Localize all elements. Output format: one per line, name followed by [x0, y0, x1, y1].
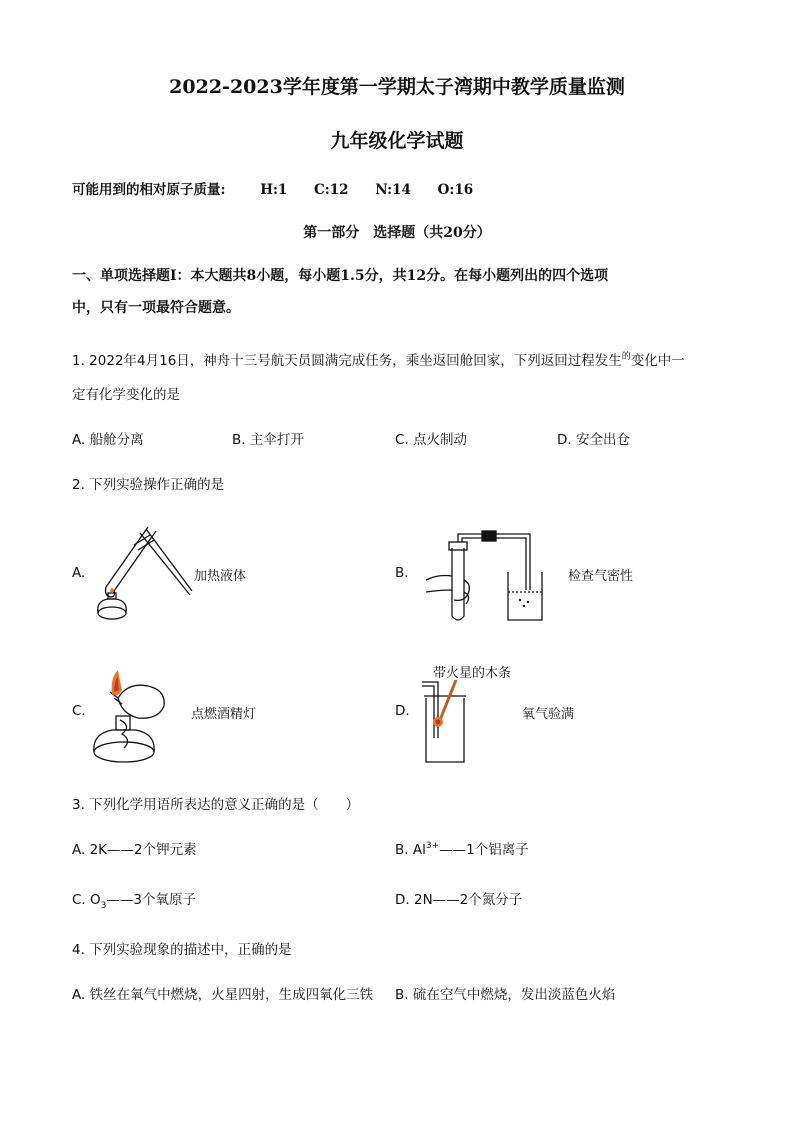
- q1-stem-line2: 定有化学变化的是: [72, 387, 180, 403]
- atomic-mass-c: C:12: [314, 182, 349, 198]
- q1-option-a[interactable]: A. 船舱分离: [72, 432, 144, 448]
- q2-option-a-caption: 加热液体: [194, 569, 247, 584]
- q2-stem: 2. 下列实验操作正确的是: [72, 477, 225, 493]
- q2-option-b-caption: 检查气密性: [568, 569, 634, 584]
- heating-liquid-illustration: [90, 525, 195, 625]
- q3-option-c[interactable]: [72, 888, 196, 911]
- q2-option-d-caption: 氧气验满: [522, 707, 575, 722]
- q1-stem-text-a: 1. 2022年4月16日，神舟十三号航天员圆满完成任务，乘坐返回舱回家，下列返回过程发生: [72, 353, 622, 369]
- q1-option-b[interactable]: B. 主伞打开: [232, 432, 304, 448]
- q3-option-c-sub: 3: [100, 901, 107, 911]
- q4-option-b[interactable]: B. 硫在空气中燃烧，发出淡蓝色火焰: [395, 987, 616, 1003]
- q1-option-c[interactable]: C. 点火制动: [395, 432, 468, 448]
- oxygen-full-test-illustration: [420, 678, 470, 766]
- q2-option-d-top-label: 带火星的木条: [433, 666, 512, 681]
- q3-option-b-sup: 3+: [425, 841, 440, 851]
- section-instructions-line2: 中，只有一项最符合题意。: [72, 300, 240, 316]
- q2-option-a-letter[interactable]: A.: [72, 565, 86, 581]
- q1-option-d[interactable]: D. 安全出仓: [557, 432, 630, 448]
- q3-option-b-post: ——1个铝离子: [439, 842, 529, 858]
- atomic-mass-n: N:14: [375, 182, 411, 198]
- page-title: 2022-2023学年度第一学期太子湾期中教学质量监测: [169, 76, 625, 98]
- atomic-mass-h: H:1: [260, 182, 288, 198]
- q1-stem-sup: 的: [621, 352, 631, 362]
- q2-option-b-letter[interactable]: B.: [395, 565, 409, 581]
- page-subtitle: 九年级化学试题: [330, 130, 464, 152]
- q1-stem-text-b: 变化中一: [630, 353, 685, 369]
- q3-option-d[interactable]: D. 2N——2个氮分子: [395, 892, 523, 908]
- q3-option-a[interactable]: A. 2K——2个钾元素: [72, 842, 197, 858]
- q3-option-b-pre: B. Al: [395, 842, 426, 858]
- atomic-mass-o: O:16: [437, 182, 474, 198]
- q4-option-a[interactable]: A. 铁丝在氧气中燃烧，火星四射，生成四氧化三铁: [72, 987, 374, 1003]
- section-instructions-line1: 一、单项选择题Ⅰ：本大题共8小题，每小题1.5分，共12分。在每小题列出的四个选项: [72, 268, 609, 284]
- q1-stem-line1: [72, 349, 685, 369]
- q3-option-c-post: ——3个氧原子: [106, 892, 196, 908]
- q2-option-c-caption: 点燃酒精灯: [191, 707, 257, 722]
- lighting-alcohol-lamp-illustration: [88, 668, 178, 768]
- airtightness-check-illustration: [420, 530, 550, 625]
- q2-option-c-letter[interactable]: C.: [72, 703, 86, 719]
- q3-option-c-pre: C. O: [72, 892, 101, 908]
- q3-option-b[interactable]: [395, 838, 529, 858]
- q4-stem: 4. 下列实验现象的描述中，正确的是: [72, 942, 292, 958]
- atomic-masses-row: [72, 178, 495, 198]
- atomic-masses-label: 可能用到的相对原子质量:: [72, 182, 226, 198]
- q2-option-d-letter[interactable]: D.: [395, 703, 410, 719]
- part1-heading: 第一部分 选择题（共20分）: [303, 225, 491, 241]
- q3-stem: 3. 下列化学用语所表达的意义正确的是（ ）: [72, 797, 360, 813]
